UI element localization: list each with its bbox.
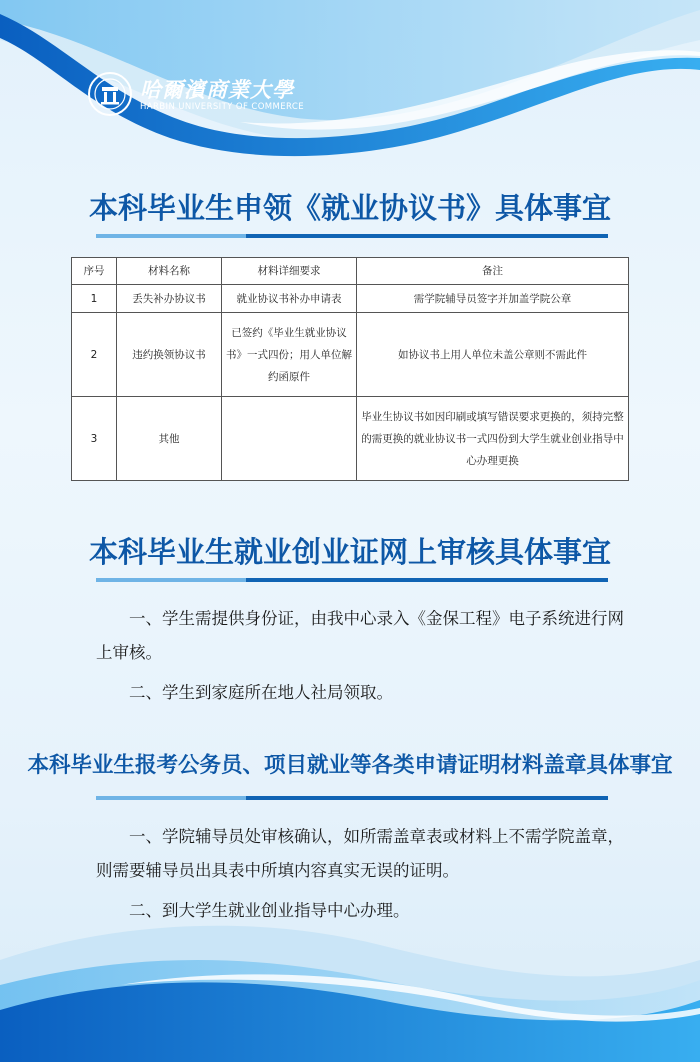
section2-title: 本科毕业生就业创业证网上审核具体事宜 xyxy=(88,535,611,569)
cell-notes: 如协议书上用人单位未盖公章则不需此件 xyxy=(357,313,629,397)
university-name-cn: 哈爾濱商業大學 xyxy=(140,77,294,102)
section2-underline xyxy=(246,578,608,582)
cell-no: 3 xyxy=(72,397,117,481)
col-header-notes: 备注 xyxy=(357,258,629,285)
col-header-requirements: 材料详细要求 xyxy=(222,258,357,285)
table-row xyxy=(72,285,629,313)
cell-requirements: 就业协议书补办申请表 xyxy=(222,285,357,313)
section2-body xyxy=(96,602,636,710)
cell-notes: 毕业生协议书如因印刷或填写错误要求更换的，须持完整的需更换的就业协议书一式四份到大学生就业创业指导中心办理更换 xyxy=(357,397,629,481)
section2-item-2: 二、学生到家庭所在地人社局领取。 xyxy=(129,683,393,702)
cell-requirements xyxy=(222,397,357,481)
section3-body xyxy=(96,820,636,928)
col-header-name: 材料名称 xyxy=(117,258,222,285)
table-row xyxy=(72,397,629,481)
cell-requirements: 已签约《毕业生就业协议书》一式四份；用人单位解约函原件 xyxy=(222,313,357,397)
cell-no: 2 xyxy=(72,313,117,397)
section1-title: 本科毕业生申领《就业协议书》具体事宜 xyxy=(88,191,611,225)
section3-underline xyxy=(246,796,608,800)
university-name-en: HARBIN UNIVERSITY OF COMMERCE xyxy=(140,102,305,112)
section3-underline-light xyxy=(96,796,246,800)
section3-item-1: 一、学院辅导员处审核确认，如所需盖章表或材料上不需学院盖章，则需要辅导员出具表中所填内容真实无误的证明。 xyxy=(96,827,624,880)
cell-no: 1 xyxy=(72,285,117,313)
cell-name: 其他 xyxy=(117,397,222,481)
materials-table xyxy=(71,257,629,481)
col-header-no: 序号 xyxy=(72,258,117,285)
table-header-row xyxy=(72,258,629,285)
section3-title: 本科毕业生报考公务员、项目就业等各类申请证明材料盖章具体事宜 xyxy=(27,753,673,778)
university-seal-icon xyxy=(88,72,132,116)
section2-item-1: 一、学生需提供身份证，由我中心录入《金保工程》电子系统进行网上审核。 xyxy=(96,609,624,662)
cell-notes: 需学院辅导员签字并加盖学院公章 xyxy=(357,285,629,313)
section1-underline xyxy=(246,234,608,238)
section3-item-2: 二、到大学生就业创业指导中心办理。 xyxy=(129,901,410,920)
cell-name: 违约换领协议书 xyxy=(117,313,222,397)
section1-underline-light xyxy=(96,234,246,238)
cell-name: 丢失补办协议书 xyxy=(117,285,222,313)
table-row xyxy=(72,313,629,397)
section2-underline-light xyxy=(96,578,246,582)
